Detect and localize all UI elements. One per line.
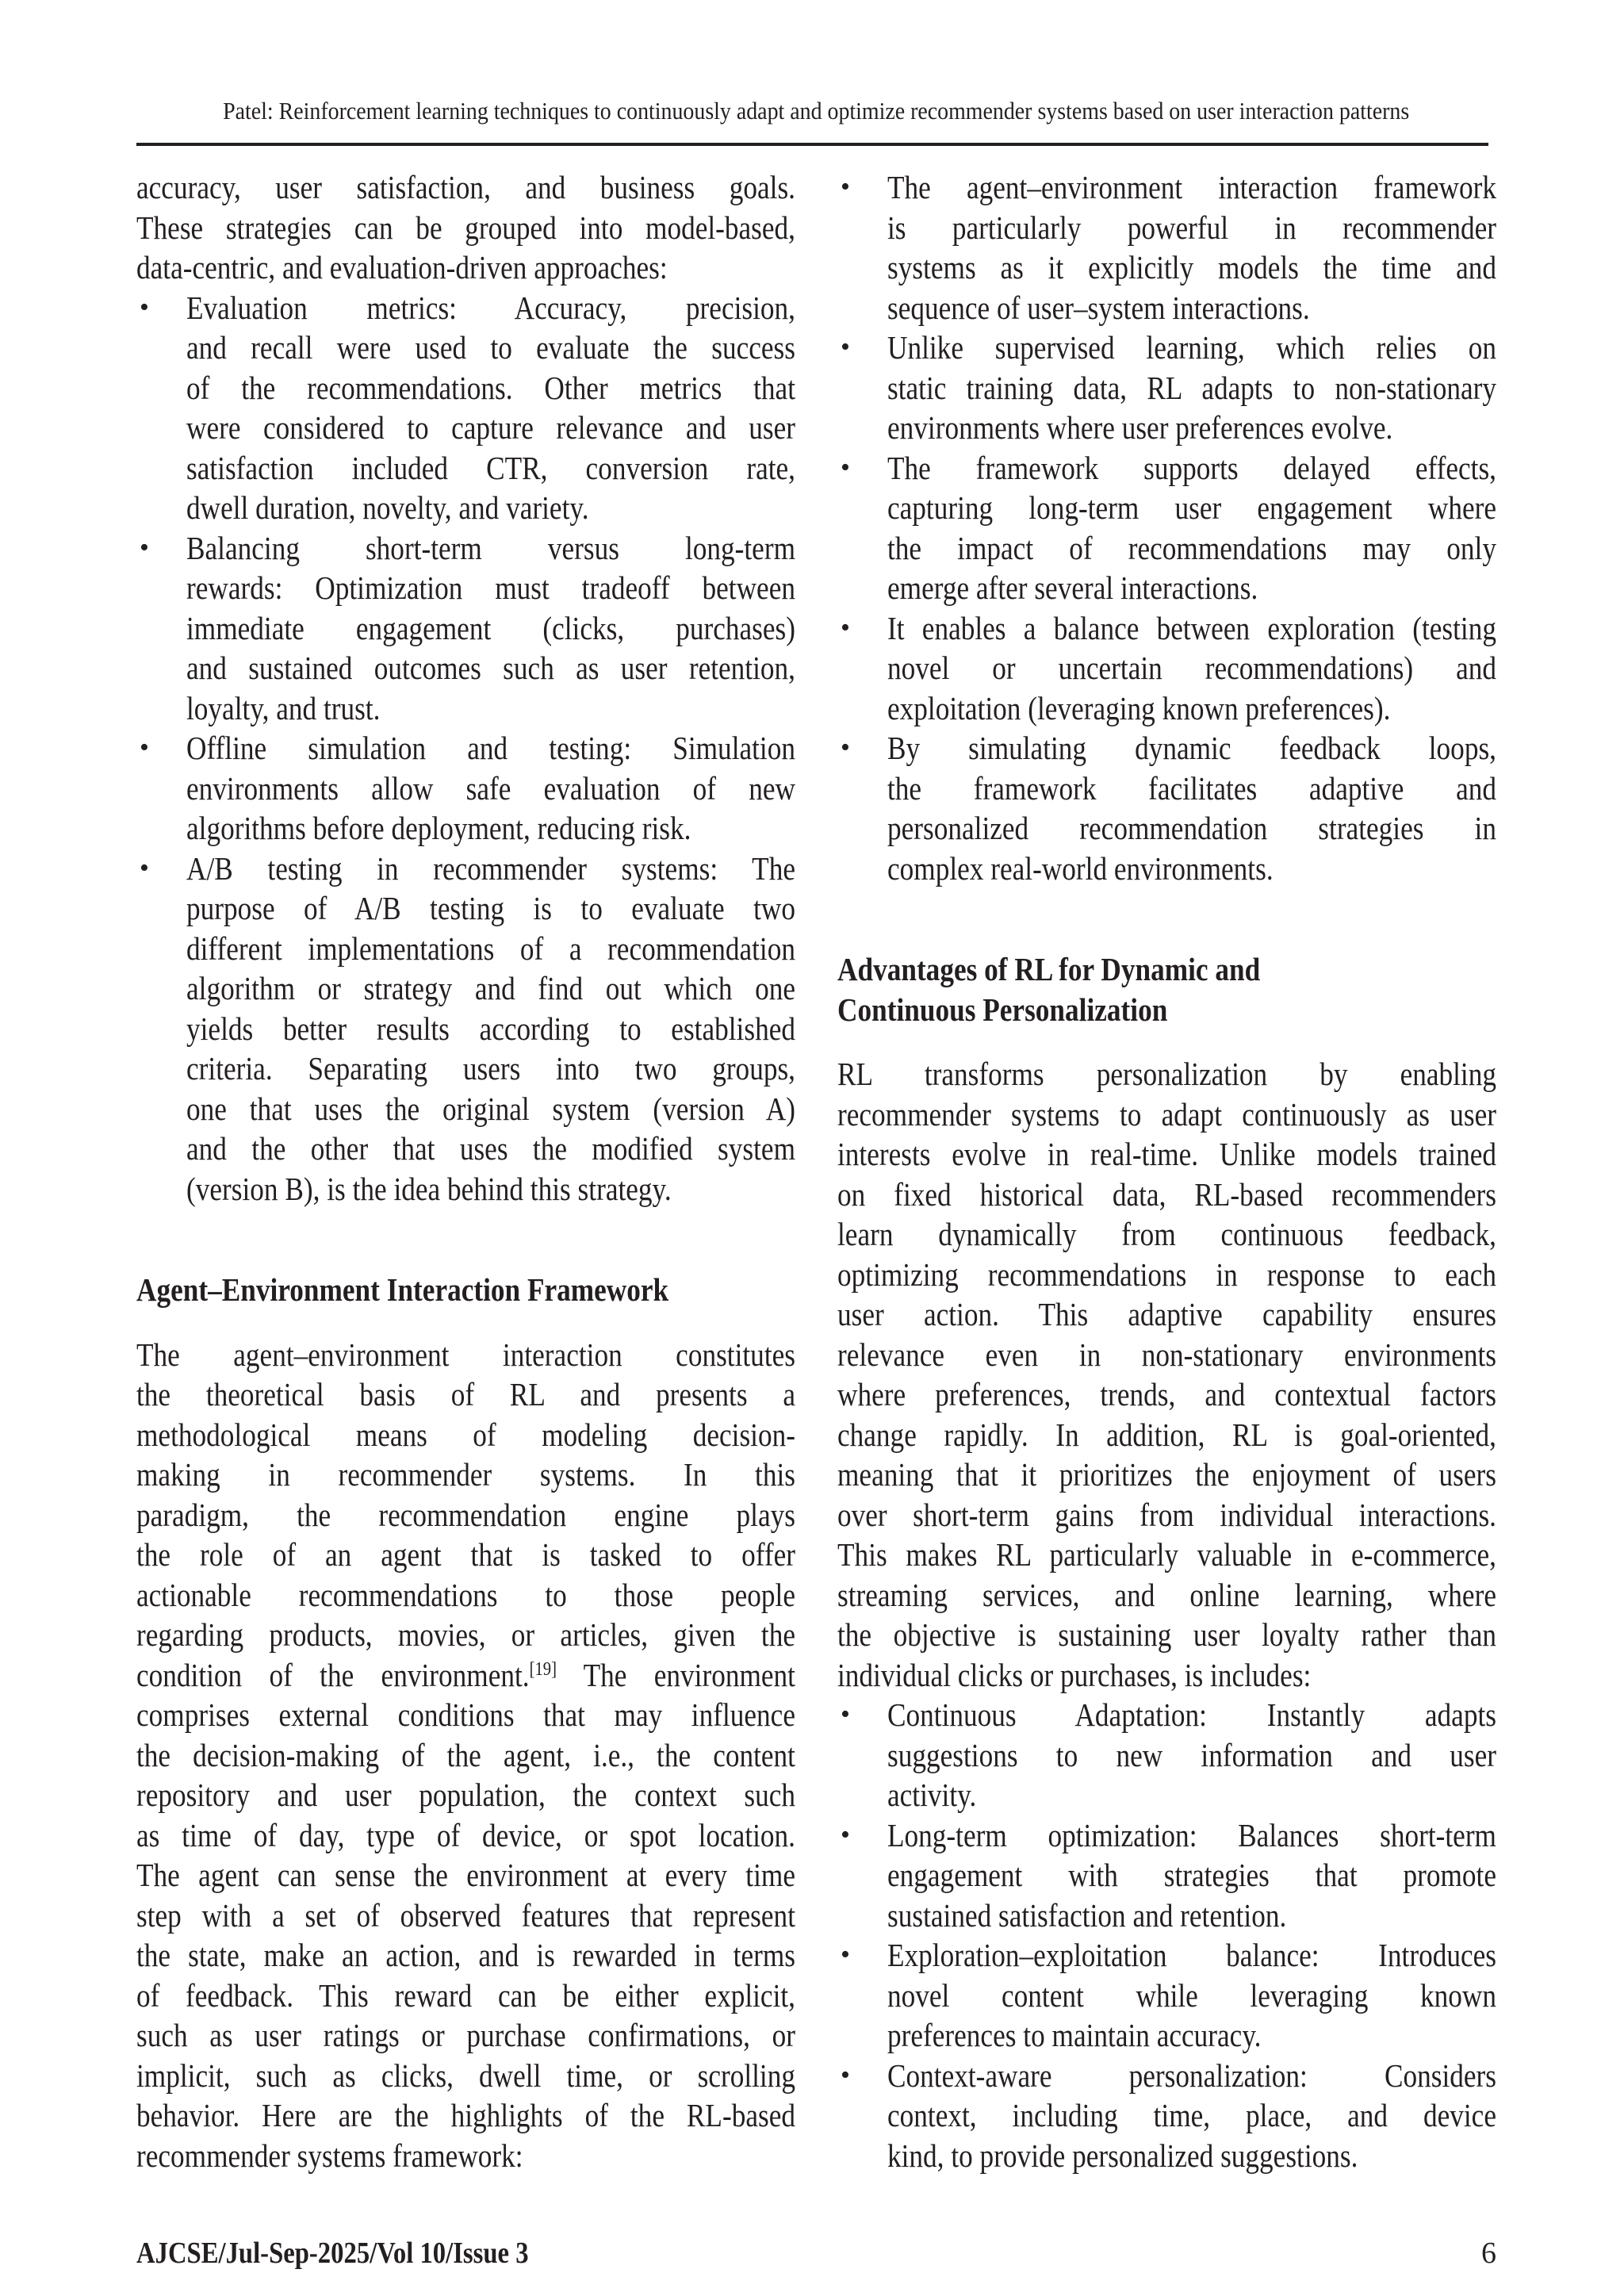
line-text: immediate engagement (clicks, purchases) [186,609,795,646]
text-line [837,1495,1496,1535]
heading-text: Advantages of RL for Dynamic and [837,951,1261,987]
text-line [837,1255,1496,1295]
line-text: capturing long-term user engagement where [887,489,1496,526]
line-text: actionable recommendations to those people [136,1576,795,1613]
line-text: context, including time, place, and device [887,2097,1496,2133]
line-text: meaning that it prioritizes the enjoyment of users [837,1456,1496,1493]
text-line [837,1615,1496,1655]
line-text: regarding products, movies, or articles, given the [136,1616,795,1653]
text-line [136,1775,795,1815]
line-text: rewards: Optimization must tradeoff between [186,569,795,606]
text-line [136,247,795,288]
text-line [837,368,1496,408]
bullet-icon: • [841,1940,850,1969]
text-line [837,2015,1496,2056]
text-line [136,528,795,569]
line-text: optimizing recommendations in response to each [837,1255,1496,1293]
heading-line [837,990,1496,1030]
bullet-icon: • [841,452,850,482]
line-text: The agent–environment interaction constitutes [136,1336,795,1373]
line-text: loyalty, and trust. [186,689,381,726]
text-line [136,568,795,608]
line-text: the decision-making of the agent, i.e., the content [136,1736,795,1773]
line-text: These strategies can be grouped into model-based, [136,209,795,246]
bullet-item [837,1815,1496,1936]
line-text: It enables a balance between exploration (testing [887,609,1496,646]
line-text: kind, to provide personalized suggestions. [887,2137,1358,2174]
line-text: the state, make an action, and is rewarded in terms [136,1937,795,1973]
paragraph [837,1054,1496,1695]
line-text [136,1655,795,1696]
bullet-item [136,528,795,729]
text-line [136,1735,795,1776]
line-text: personalized recommendation strategies in [887,810,1496,846]
line-text: complex real-world environments. [887,849,1274,887]
text-line [136,2136,795,2176]
line-text: Evaluation metrics: Accuracy, precision, [186,289,795,326]
text-line [837,1214,1496,1255]
line-text: RL transforms personalization by enabling [837,1056,1496,1092]
text-line [136,2056,795,2096]
line-text: This makes RL particularly valuable in e-commerce, [837,1536,1496,1573]
bullet-item [136,728,795,849]
line-text: novel or uncertain recommendations) and [887,650,1496,686]
line-text: recommender systems framework: [136,2137,523,2174]
bullet-icon: • [140,733,149,762]
line-text: were considered to capture relevance and user [186,409,795,446]
text-line [136,1655,795,1696]
line-text: where preferences, trends, and contextual factors [837,1376,1496,1412]
line-text: paradigm, the recommendation engine plays [136,1496,795,1533]
text-line [136,1335,795,1375]
line-text: change rapidly. In addition, RL is goal-oriented, [837,1416,1496,1453]
text-line [136,769,795,809]
line-text: such as user ratings or purchase confirmations, or [136,2017,795,2053]
paragraph [136,167,795,288]
line-text: user action. This adaptive capability ensures [837,1296,1496,1332]
line-text: is particularly powerful in recommender [887,209,1496,246]
line-text: and the other that uses the modified system [186,1130,795,1167]
text-line [837,769,1496,809]
text-line [136,1935,795,1976]
text-line [136,1009,795,1049]
line-text: algorithms before deployment, reducing risk. [186,810,691,846]
bullet-item [837,608,1496,729]
text-line [136,608,795,649]
line-text: the impact of recommendations may only [887,529,1496,566]
bullet-icon: • [841,733,850,762]
line-text: step with a set of observed features that represent [136,1896,795,1934]
text-line [837,1815,1496,1856]
line-text: The agent can sense the environment at every time [136,1857,795,1893]
text-line [837,1895,1496,1936]
text-line [136,2095,795,2136]
text-line [837,1775,1496,1815]
heading-text: Continuous Personalization [837,991,1168,1028]
text-line [837,167,1496,208]
text-line [136,288,795,328]
text-line [837,208,1496,248]
text-line [837,488,1496,528]
text-line [837,1054,1496,1094]
text-line [837,1175,1496,1215]
section-heading [136,1270,795,1310]
text-line [136,1455,795,1495]
line-text: of feedback. This reward can be either explicit, [136,1976,795,2014]
bullet-icon: • [140,532,149,562]
line-text: systems as it explicitly models the time and [887,249,1496,286]
line-text: learn dynamically from continuous feedback, [837,1216,1496,1252]
text-line [837,1976,1496,2016]
bullet-icon: • [841,1819,850,1849]
line-text: implicit, such as clicks, dwell time, or scrolling [136,2056,795,2094]
line-text: over short-term gains from individual interactions. [837,1496,1496,1533]
left-column [136,167,795,2175]
text-line [136,968,795,1009]
text-line [136,167,795,208]
line-text: interests evolve in real-time. Unlike models trained [837,1136,1496,1172]
line-text: the role of an agent that is tasked to offer [136,1536,795,1573]
line-text: repository and user population, the context such [136,1777,795,1813]
text-line [837,1374,1496,1415]
paragraph [136,1335,795,2176]
page-number: 6 [1481,2237,1496,2270]
line-text: Exploration–exploitation balance: Introduces [887,1937,1496,1973]
text-line [136,328,795,368]
text-line [136,448,795,489]
text-line [136,1855,795,1895]
text-line [837,728,1496,769]
text-line [837,328,1496,368]
section-heading [837,949,1496,1029]
text-line [837,2056,1496,2096]
text-line [837,1415,1496,1455]
text-line [837,1535,1496,1575]
line-text: and sustained outcomes such as user retention, [186,650,795,686]
line-text: the objective is sustaining user loyalty rather than [837,1616,1496,1653]
citation-reference[interactable]: [19] [529,1658,557,1680]
text-line [837,528,1496,569]
bullet-icon: • [841,332,850,362]
line-text: purpose of A/B testing is to evaluate two [186,890,795,926]
text-line [136,1535,795,1575]
text-line [837,1855,1496,1895]
text-line [837,1575,1496,1616]
text-line [136,849,795,889]
bullet-icon: • [140,292,149,322]
text-line [837,1935,1496,1976]
text-line [136,368,795,408]
text-line [837,1294,1496,1335]
line-text: static training data, RL adapts to non-stationary [887,369,1496,406]
footer-journal [136,2233,592,2273]
line-text: activity. [887,1777,977,1813]
bullet-item [837,1695,1496,1815]
bullet-item [837,328,1496,448]
text-line [837,1455,1496,1495]
text-line [837,247,1496,288]
line-text-before-citation: condition of the environment. [136,1656,530,1693]
line-text: yields better results according to established [186,1010,795,1047]
text-line [837,448,1496,489]
heading-text: Agent–Environment Interaction Framework [136,1271,669,1308]
text-line [136,688,795,729]
line-text: By simulating dynamic feedback loops, [887,730,1496,766]
bullet-icon: • [841,2060,850,2090]
line-text: sequence of user–system interactions. [887,289,1310,326]
line-text: suggestions to new information and user [887,1736,1496,1773]
bullet-icon: • [841,172,850,201]
line-text: recommender systems to adapt continuously as user [837,1095,1496,1133]
text-line [837,408,1496,448]
bullet-item [837,728,1496,888]
line-text: sustained satisfaction and retention. [887,1896,1287,1934]
bullet-icon: • [841,612,850,642]
bullet-icon: • [841,1700,850,1729]
text-line [837,1094,1496,1135]
text-line [136,1089,795,1129]
text-line [837,849,1496,889]
line-text: environments where user preferences evolve. [887,409,1393,446]
line-text: as time of day, type of device, or spot location. [136,1816,795,1853]
text-line [837,688,1496,729]
line-text: satisfaction included CTR, conversion rate, [186,449,795,486]
text-line [136,1695,795,1735]
line-text: (version B), is the idea behind this strategy. [186,1170,672,1207]
text-line [136,1976,795,2016]
line-text: Offline simulation and testing: Simulation [186,730,795,766]
text-line [837,648,1496,688]
text-line [136,1169,795,1209]
line-text: A/B testing in recommender systems: The [186,849,795,887]
text-line [136,1129,795,1169]
line-text: methodological means of modeling decision- [136,1416,795,1453]
line-text: data-centric, and evaluation-driven approaches: [136,249,668,286]
line-text: preferences to maintain accuracy. [887,2017,1262,2053]
text-line [136,808,795,849]
text-line [136,1895,795,1936]
line-text: accuracy, user satisfaction, and business goals. [136,169,795,205]
line-text: The agent–environment interaction framework [887,169,1496,205]
line-text: exploitation (leveraging known preferences). [887,689,1391,726]
line-text: engagement with strategies that promote [887,1857,1496,1893]
line-text: of the recommendations. Other metrics that [186,369,795,406]
text-line [837,1735,1496,1776]
line-text: novel content while leveraging known [887,1976,1496,2014]
line-text: Balancing short-term versus long-term [186,529,795,566]
line-text: one that uses the original system (version A) [186,1090,795,1127]
journal-issue: AJCSE/Jul-Sep-2025/Vol 10/Issue 3 [136,2237,529,2270]
text-line [136,408,795,448]
line-text: Long-term optimization: Balances short-term [887,1816,1496,1853]
text-line [136,1495,795,1535]
bullet-item [837,448,1496,608]
text-line [136,1048,795,1089]
text-line [136,1374,795,1415]
text-line [136,1815,795,1856]
text-line [837,2136,1496,2176]
line-text: behavior. Here are the highlights of the RL-based [136,2097,795,2133]
text-line [136,929,795,969]
line-text: emerge after several interactions. [887,569,1258,606]
heading-line [837,949,1496,990]
line-text: The framework supports delayed effects, [887,449,1496,486]
line-text: dwell duration, novelty, and variety. [186,489,589,526]
line-text: individual clicks or purchases, is includes: [837,1656,1312,1693]
text-line [837,2095,1496,2136]
bullet-icon: • [140,853,149,883]
line-text: algorithm or strategy and find out which one [186,970,795,1006]
header-rule [136,143,1488,146]
text-line [136,1575,795,1616]
text-line [136,488,795,528]
text-line [837,1655,1496,1696]
text-line [136,1615,795,1655]
bullet-item [136,849,795,1209]
running-head [136,94,1496,128]
text-line [837,288,1496,328]
line-text: Context-aware personalization: Considers [887,2056,1496,2094]
text-line [136,648,795,688]
line-text: different implementations of a recommendation [186,930,795,967]
bullet-item [136,288,795,528]
text-line [136,2015,795,2056]
text-line [136,1415,795,1455]
bullet-item [837,2056,1496,2176]
text-line [837,808,1496,849]
line-text: relevance even in non-stationary environments [837,1336,1496,1373]
text-line [837,568,1496,608]
line-text: Continuous Adaptation: Instantly adapts [887,1696,1496,1733]
line-text: making in recommender systems. In this [136,1456,795,1493]
line-text: the framework facilitates adaptive and [887,769,1496,807]
text-line [136,728,795,769]
bullet-item [837,167,1496,328]
line-text: environments allow safe evaluation of new [186,769,795,807]
text-line [837,608,1496,649]
line-text: streaming services, and online learning, where [837,1576,1496,1613]
line-text: comprises external conditions that may influence [136,1696,795,1733]
text-line [837,1695,1496,1735]
heading-line [136,1270,795,1310]
line-text: and recall were used to evaluate the success [186,329,795,366]
bullet-item [837,1935,1496,2056]
line-text: on fixed historical data, RL-based recommenders [837,1175,1496,1213]
right-column [837,167,1496,2175]
line-text: Unlike supervised learning, which relies on [887,329,1496,366]
line-text: criteria. Separating users into two groups, [186,1050,795,1087]
text-line [136,888,795,929]
running-title: Patel: Reinforcement learning techniques to continuously adapt and optimize recommender systems based on user interaction patterns [223,97,1410,125]
text-line [837,1335,1496,1375]
line-text-after-citation: The environment [556,1656,795,1693]
line-text: the theoretical basis of RL and presents a [136,1376,795,1412]
text-line [136,208,795,248]
text-line [837,1134,1496,1175]
